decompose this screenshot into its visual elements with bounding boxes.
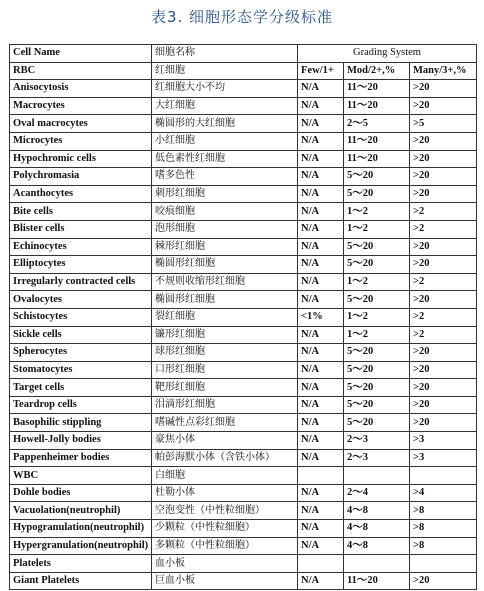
- cell-mod: 5～20: [344, 414, 410, 432]
- cell-many: >20: [410, 291, 477, 309]
- cell-many: >8: [410, 520, 477, 538]
- cell-few: N/A: [298, 361, 344, 379]
- table-row: [10, 203, 477, 221]
- table-row: [10, 97, 477, 115]
- cell-many: >20: [410, 185, 477, 203]
- table-row: [10, 326, 477, 344]
- cell-mod: 2～3: [344, 449, 410, 467]
- cell-many: >3: [410, 432, 477, 450]
- cell-many: >20: [410, 572, 477, 590]
- cell-many: >20: [410, 168, 477, 186]
- cell-few: N/A: [298, 502, 344, 520]
- section-name: WBC: [10, 467, 152, 485]
- cell-mod: 5～20: [344, 361, 410, 379]
- table-row: [10, 238, 477, 256]
- cell-chinese-name: 裂红细胞: [152, 308, 298, 326]
- section-row: [10, 555, 477, 573]
- cell-few: N/A: [298, 396, 344, 414]
- cell-name: Pappenheimer bodies: [10, 449, 152, 467]
- cell-few: N/A: [298, 520, 344, 538]
- cell-few: N/A: [298, 97, 344, 115]
- table-row: [10, 520, 477, 538]
- table-row: [10, 379, 477, 397]
- cell-chinese-name: 椭圆形的大红细胞: [152, 115, 298, 133]
- cell-many: >2: [410, 326, 477, 344]
- empty-cell: [344, 467, 410, 485]
- cell-name: Macrocytes: [10, 97, 152, 115]
- subheader-mod: Mod/2+,%: [344, 62, 410, 80]
- cell-mod: 11～20: [344, 80, 410, 98]
- subheader-row: [10, 62, 477, 80]
- subheader-many: Many/3+,%: [410, 62, 477, 80]
- cell-many: >20: [410, 150, 477, 168]
- cell-many: >2: [410, 308, 477, 326]
- cell-many: >5: [410, 115, 477, 133]
- cell-chinese-name: 咬痕细胞: [152, 203, 298, 221]
- cell-few: <1%: [298, 308, 344, 326]
- cell-mod: 5～20: [344, 291, 410, 309]
- cell-name: Irregularly contracted cells: [10, 273, 152, 291]
- table-row: [10, 308, 477, 326]
- table-row: [10, 115, 477, 133]
- cell-chinese-name: 刺形红细胞: [152, 185, 298, 203]
- cell-name: Target cells: [10, 379, 152, 397]
- cell-many: >4: [410, 484, 477, 502]
- cell-many: >20: [410, 361, 477, 379]
- cell-mod: 4～8: [344, 502, 410, 520]
- header-row: [10, 45, 477, 63]
- cell-chinese-name: 豪焦小体: [152, 432, 298, 450]
- cell-chinese-name: 口形红细胞: [152, 361, 298, 379]
- cell-few: N/A: [298, 291, 344, 309]
- cell-mod: 4～8: [344, 520, 410, 538]
- table-body: [10, 45, 477, 590]
- cell-name: Ovalocytes: [10, 291, 152, 309]
- cell-name: Vacuolation(neutrophil): [10, 502, 152, 520]
- section-chinese: 白细胞: [152, 467, 298, 485]
- cell-few: N/A: [298, 572, 344, 590]
- cell-name: Polychromasia: [10, 168, 152, 186]
- table-row: [10, 150, 477, 168]
- cell-name: Giant Platelets: [10, 572, 152, 590]
- cell-name: Basophilic stippling: [10, 414, 152, 432]
- table-row: [10, 291, 477, 309]
- cell-mod: 5～20: [344, 396, 410, 414]
- cell-chinese-name: 棘形红细胞: [152, 238, 298, 256]
- cell-mod: 5～20: [344, 238, 410, 256]
- cell-name: Stomatocytes: [10, 361, 152, 379]
- cell-chinese-name: 红细胞大小不均: [152, 80, 298, 98]
- cell-name: Anisocytosis: [10, 80, 152, 98]
- page-title: 表3. 细胞形态学分级标准: [150, 8, 334, 26]
- cell-name: Sickle cells: [10, 326, 152, 344]
- table-row: [10, 168, 477, 186]
- cell-mod: 5～20: [344, 185, 410, 203]
- cell-many: >20: [410, 132, 477, 150]
- section-chinese: 血小板: [152, 555, 298, 573]
- cell-few: N/A: [298, 185, 344, 203]
- cell-chinese-name: 帕彭海默小体（含铁小体）: [152, 449, 298, 467]
- cell-many: >20: [410, 256, 477, 274]
- cell-mod: 4～8: [344, 537, 410, 555]
- cell-few: N/A: [298, 484, 344, 502]
- empty-cell: [410, 555, 477, 573]
- cell-many: >20: [410, 238, 477, 256]
- cell-name: Dohle bodies: [10, 484, 152, 502]
- cell-chinese-name: 空泡变性（中性粒细胞）: [152, 502, 298, 520]
- cell-few: N/A: [298, 256, 344, 274]
- cell-mod: 5～20: [344, 344, 410, 362]
- empty-cell: [410, 467, 477, 485]
- cell-chinese-name: 低色素性红细胞: [152, 150, 298, 168]
- cell-chinese-name: 嗜多色性: [152, 168, 298, 186]
- table-row: [10, 273, 477, 291]
- cell-mod: 1～2: [344, 326, 410, 344]
- cell-chinese-name: 不规则收缩形红细胞: [152, 273, 298, 291]
- cell-few: N/A: [298, 132, 344, 150]
- cell-name: Schistocytes: [10, 308, 152, 326]
- table-row: [10, 361, 477, 379]
- cell-few: N/A: [298, 150, 344, 168]
- table-row: [10, 132, 477, 150]
- cell-name: Hypochromic cells: [10, 150, 152, 168]
- cell-chinese-name: 多颗粒（中性粒细胞）: [152, 537, 298, 555]
- cell-many: >2: [410, 220, 477, 238]
- cell-chinese-name: 球形红细胞: [152, 344, 298, 362]
- cell-name: Elliptocytes: [10, 256, 152, 274]
- cell-name: Bite cells: [10, 203, 152, 221]
- cell-chinese-name: 嗜碱性点彩红细胞: [152, 414, 298, 432]
- cell-few: N/A: [298, 115, 344, 133]
- cell-few: N/A: [298, 168, 344, 186]
- cell-mod: 5～20: [344, 379, 410, 397]
- cell-chinese-name: 镰形红细胞: [152, 326, 298, 344]
- subheader-few: Few/1+: [298, 62, 344, 80]
- cell-many: >20: [410, 80, 477, 98]
- cell-few: N/A: [298, 344, 344, 362]
- cell-mod: 11～20: [344, 150, 410, 168]
- cell-name: Echinocytes: [10, 238, 152, 256]
- subheader-rbc-chinese: 红细胞: [152, 62, 298, 80]
- cell-mod: 11～20: [344, 572, 410, 590]
- cell-chinese-name: 大红细胞: [152, 97, 298, 115]
- table-row: [10, 449, 477, 467]
- cell-name: Hypergranulation(neutrophil): [10, 537, 152, 555]
- section-name: Platelets: [10, 555, 152, 573]
- table-row: [10, 80, 477, 98]
- cell-few: N/A: [298, 220, 344, 238]
- section-row: [10, 467, 477, 485]
- cell-name: Acanthocytes: [10, 185, 152, 203]
- cell-chinese-name: 椭圆形红细胞: [152, 291, 298, 309]
- cell-many: >20: [410, 97, 477, 115]
- header-cell-name: Cell Name: [10, 45, 152, 63]
- cell-few: N/A: [298, 432, 344, 450]
- cell-mod: 5～20: [344, 168, 410, 186]
- cell-mod: 11～20: [344, 97, 410, 115]
- cell-few: N/A: [298, 273, 344, 291]
- table-row: [10, 572, 477, 590]
- cell-many: >20: [410, 396, 477, 414]
- header-chinese-name: 细胞名称: [152, 45, 298, 63]
- cell-mod: 1～2: [344, 220, 410, 238]
- cell-many: >2: [410, 203, 477, 221]
- cell-name: Oval macrocytes: [10, 115, 152, 133]
- empty-cell: [298, 555, 344, 573]
- cell-name: Teardrop cells: [10, 396, 152, 414]
- cell-many: >20: [410, 344, 477, 362]
- cell-few: N/A: [298, 379, 344, 397]
- cell-chinese-name: 杜勒小体: [152, 484, 298, 502]
- grading-table: [9, 44, 477, 590]
- cell-many: >8: [410, 537, 477, 555]
- cell-mod: 1～2: [344, 308, 410, 326]
- cell-many: >8: [410, 502, 477, 520]
- cell-name: Hypogranulation(neutrophil): [10, 520, 152, 538]
- cell-few: N/A: [298, 80, 344, 98]
- cell-few: N/A: [298, 537, 344, 555]
- cell-many: >2: [410, 273, 477, 291]
- cell-mod: 2～5: [344, 115, 410, 133]
- cell-mod: 1～2: [344, 273, 410, 291]
- table-row: [10, 502, 477, 520]
- table-row: [10, 484, 477, 502]
- header-grading-system: Grading System: [298, 45, 477, 63]
- cell-name: Microcytes: [10, 132, 152, 150]
- empty-cell: [298, 467, 344, 485]
- table-row: [10, 432, 477, 450]
- cell-mod: 1～2: [344, 203, 410, 221]
- cell-chinese-name: 泡形细胞: [152, 220, 298, 238]
- cell-mod: 11～20: [344, 132, 410, 150]
- cell-mod: 2～3: [344, 432, 410, 450]
- cell-name: Spherocytes: [10, 344, 152, 362]
- table-row: [10, 220, 477, 238]
- cell-few: N/A: [298, 449, 344, 467]
- cell-few: N/A: [298, 238, 344, 256]
- cell-name: Howell-Jolly bodies: [10, 432, 152, 450]
- table-row: [10, 185, 477, 203]
- cell-chinese-name: 椭圆形红细胞: [152, 256, 298, 274]
- cell-many: >20: [410, 414, 477, 432]
- empty-cell: [344, 555, 410, 573]
- cell-name: Blister cells: [10, 220, 152, 238]
- table-row: [10, 344, 477, 362]
- cell-many: >3: [410, 449, 477, 467]
- cell-chinese-name: 靶形红细胞: [152, 379, 298, 397]
- cell-few: N/A: [298, 203, 344, 221]
- cell-few: N/A: [298, 414, 344, 432]
- cell-mod: 5～20: [344, 256, 410, 274]
- table-row: [10, 256, 477, 274]
- cell-chinese-name: 泪滴形红细胞: [152, 396, 298, 414]
- cell-chinese-name: 小红细胞: [152, 132, 298, 150]
- table-row: [10, 396, 477, 414]
- table-row: [10, 414, 477, 432]
- cell-mod: 2～4: [344, 484, 410, 502]
- cell-many: >20: [410, 379, 477, 397]
- subheader-rbc: RBC: [10, 62, 152, 80]
- cell-chinese-name: 少颗粒（中性粒细胞）: [152, 520, 298, 538]
- table-row: [10, 537, 477, 555]
- cell-chinese-name: 巨血小板: [152, 572, 298, 590]
- cell-few: N/A: [298, 326, 344, 344]
